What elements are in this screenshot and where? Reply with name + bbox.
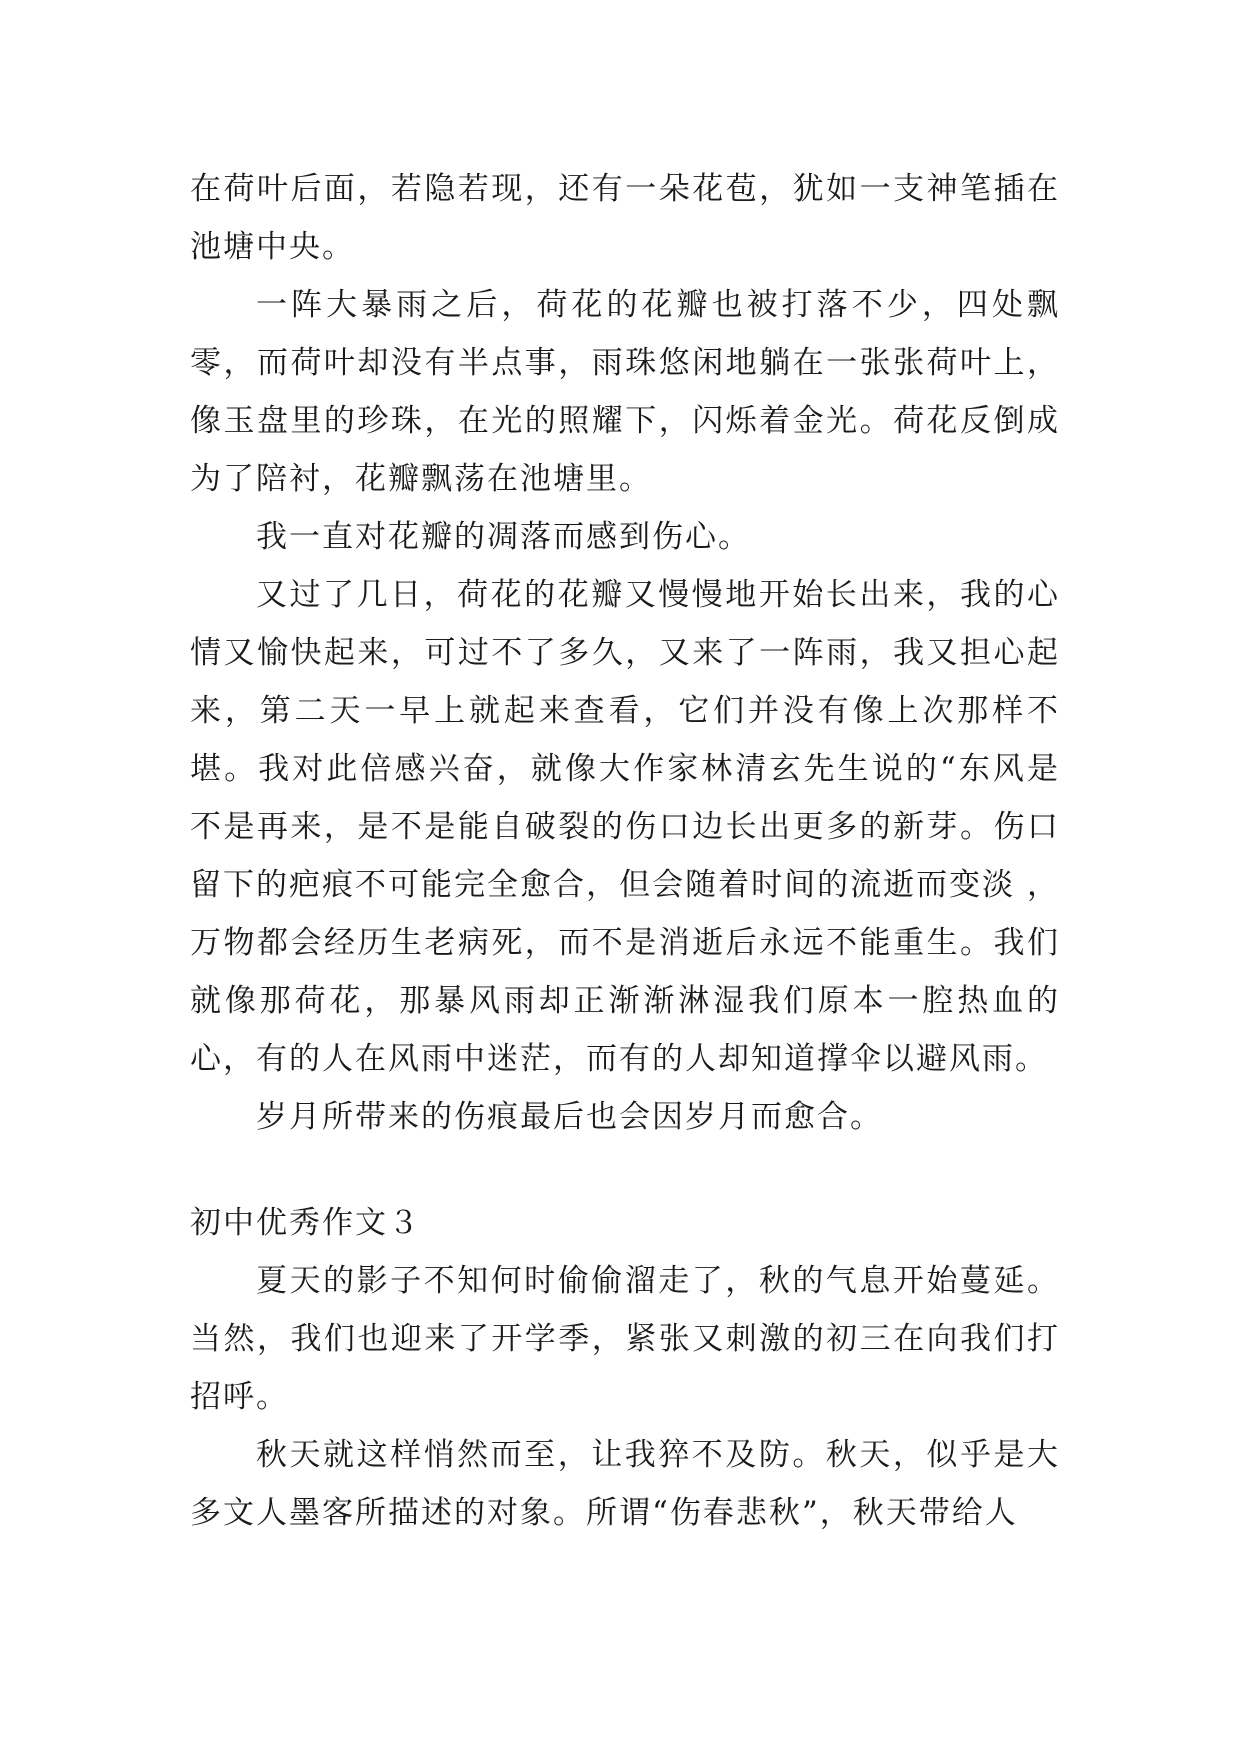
paragraph-continuation: 在荷叶后面，若隐若现，还有一朵花苞，犹如一支神笔插在池塘中央。 (190, 171, 1060, 265)
paragraph-autumn-arrival: 秋天就这样悄然而至，让我猝不及防。秋天，似乎是大多文人墨客所描述的对象。所谓“伤春悲秋”，秋天带给人 (190, 1437, 1060, 1531)
document-body (190, 160, 1060, 1542)
section-title: 初中优秀作文３ (190, 1205, 421, 1241)
section-spacer (190, 1146, 1060, 1194)
paragraph-regrowth: 又过了几日，荷花的花瓣又慢慢地开始长出来，我的心情又愉快起来，可过不了多久，又来了一阵雨，我又担心起来，第二天一早上就起来查看，它们并没有像上次那样不堪。我对此倍感兴奋，就像大作家林清玄先生说的“东风是不是再来，是不是能自破裂的伤口边长出更多的新芽。伤口留下的疤痕不可能完全愈合，但会随着时间的流逝而变淡 ，万物都会经历生老病死，而不是消逝后永远不能重生。我们就像那荷花，那暴风雨却正渐渐淋湿我们原本一腔热血的心，有的人在风雨中迷茫，而有的人却知道撑伞以避风雨。 (190, 577, 1060, 1077)
paragraph-rainstorm: 一阵大暴雨之后，荷花的花瓣也被打落不少，四处飘零，而荷叶却没有半点事，雨珠悠闲地躺在一张张荷叶上，像玉盘里的珍珠，在光的照耀下，闪烁着金光。荷花反倒成为了陪衬，花瓣飘荡在池塘里。 (190, 287, 1060, 497)
paragraph-sadness: 我一直对花瓣的凋落而感到伤心。 (256, 519, 751, 555)
paragraph-autumn-intro: 夏天的影子不知何时偷偷溜走了，秋的气息开始蔓延。当然，我们也迎来了开学季，紧张又刺激的初三在向我们打招呼。 (190, 1263, 1060, 1415)
paragraph-conclusion: 岁月所带来的伤痕最后也会因岁月而愈合。 (256, 1099, 883, 1135)
